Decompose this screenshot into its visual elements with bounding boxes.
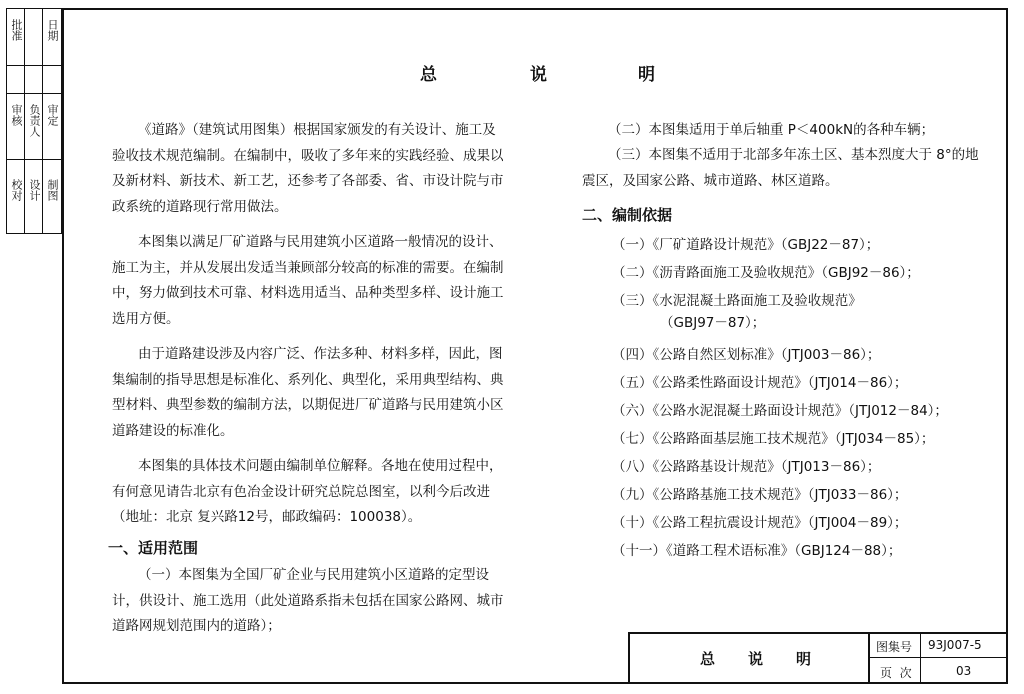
signature-cell: 批准: [10, 19, 23, 41]
intro-paragraph: 《道路》（建筑试用图集）根据国家颁发的有关设计、施工及验收技术规范编制。在编制中，吸收了多年来的实践经验、成果以及新材料、新技术、新工艺，还参考了各部委、省、市设计院与市政系统的道路现行常用做法。: [112, 122, 504, 215]
basis-item: （八）《公路路基设计规范》（JTJ013－86）；: [612, 459, 881, 475]
basis-item: （一）《厂矿道路设计规范》（GBJ22－87）；: [612, 237, 880, 253]
signature-cell: 负责人: [28, 104, 41, 137]
title-block-divider: [868, 657, 1008, 658]
page-title-char: 说: [530, 65, 547, 85]
title-block-name-char: 明: [796, 650, 812, 668]
basis-item: （三）《水泥混凝土路面施工及验收规范》: [612, 293, 862, 309]
signature-cell: 审定: [46, 104, 59, 126]
signature-cell: 校对: [10, 179, 23, 201]
title-block-divider: [868, 632, 870, 684]
basis-item: （九）《公路路基施工技术规范》（JTJ033－86）；: [612, 487, 908, 503]
signature-cell: 设计: [28, 179, 41, 201]
scope-item: （一）本图集为全国厂矿企业与民用建筑小区道路的定型设计，供设计、施工选用（此处道路系指未包括在国家公路网、城市道路网规划范围内的道路）；: [112, 567, 504, 634]
section-heading: 一、适用范围: [108, 539, 199, 557]
signature-strip-divider: [7, 159, 61, 160]
atlas-number-value: 93J007-5: [928, 638, 982, 652]
page-number-value: 03: [956, 664, 972, 678]
page-number-label: 页 次: [880, 666, 912, 680]
page-title-char: 明: [638, 65, 655, 85]
basis-item: （五）《公路柔性路面设计规范》（JTJ014－86）；: [612, 375, 908, 391]
intro-paragraph: 本图集以满足厂矿道路与民用建筑小区道路一般情况的设计、施工为主，并从发展出发适当兼顾部分较高的标准的需要。在编制中，努力做到技术可靠、材料选用适当、品种类型多样、设计施工选用方便。: [112, 234, 504, 327]
intro-paragraph: 本图集的具体技术问题由编制单位解释。各地在使用过程中，有何意见请告北京有色冶金设计研究总院总图室，以利今后改进 （地址：北京 复兴路12号，邮政编码：100038）。: [112, 458, 503, 525]
basis-item: （十一）《道路工程术语标准》（GBJ124－88）；: [612, 543, 902, 559]
title-block-name-char: 说: [748, 650, 764, 668]
title-block-divider: [920, 632, 921, 684]
section-heading: 二、编制依据: [582, 206, 673, 224]
basis-item: （六）《公路水泥混凝土路面设计规范》（JTJ012－84）；: [612, 403, 948, 419]
intro-paragraph: 由于道路建设涉及内容广泛、作法多种、材料多样，因此，图集编制的指导思想是标准化、系列化、典型化，采用典型结构、典型材料、典型参数的编制方法，以期促进厂矿道路与民用建筑小区道路建设的标准化。: [112, 346, 504, 439]
signature-strip: [6, 8, 62, 234]
title-block-name-char: 总: [700, 650, 716, 668]
signature-strip-divider: [7, 65, 61, 66]
signature-cell: 审核: [10, 104, 23, 126]
basis-item: （十）《公路工程抗震设计规范》（JTJ004－89）；: [612, 515, 908, 531]
signature-strip-divider: [7, 93, 61, 94]
signature-cell: 日期: [46, 19, 59, 41]
atlas-number-label: 图集号: [876, 640, 913, 654]
scope-item: （三）本图集不适用于北部多年冻土区、基本烈度大于 8°的地震区，及国家公路、城市道路、林区道路。: [582, 147, 979, 189]
scope-item: （二）本图集适用于单后轴重 P＜400kN的各种车辆；: [608, 122, 935, 138]
basis-item: （GBJ97－87）；: [660, 315, 766, 331]
basis-item: （四）《公路自然区划标准》（JTJ003－86）；: [612, 347, 881, 363]
page-title-char: 总: [420, 65, 437, 85]
signature-cell: 制图: [46, 179, 59, 201]
basis-item: （二）《沥青路面施工及验收规范》（GBJ92－86）；: [612, 265, 920, 281]
basis-item: （七）《公路路面基层施工技术规范》（JTJ034－85）；: [612, 431, 935, 447]
